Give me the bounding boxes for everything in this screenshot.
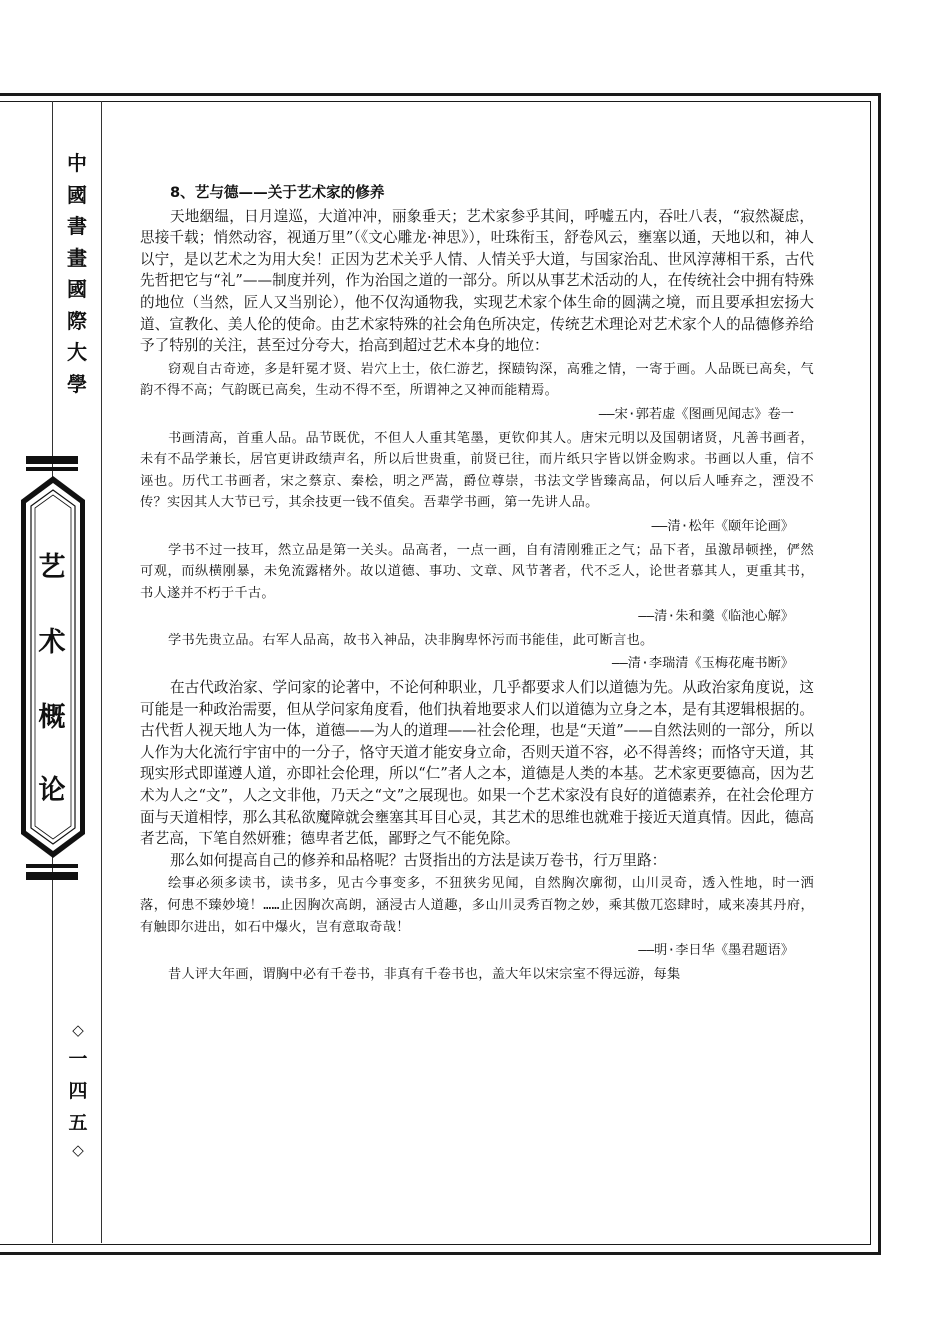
school-char: 國: [67, 182, 87, 207]
book-title-char: 概: [38, 702, 66, 733]
school-char: 畫: [67, 245, 87, 270]
body-paragraph: 在古代政治家、学问家的论著中，不论何种职业，几乎都要求人们以道德为先。从政治家角度说，这可能是一种政治需要，但从学问家角度看，他们执着地要求人们以道德为立身之本，是有其逻辑根据的。古代哲人视天地人为一体，道德——为人的道理——社会伦理，也是“天道”——自然法则的一部分，所以人作为大化流行宇宙中的一分子，恪守天道才能安身立命，否则天道不容，必不得善终；而恪守天道，其现实形式即谨遵人道，亦即社会伦理，所以“仁”者人之本，道德是人类的本基。艺术家更要德高，因为艺术为人之“文”，人之文非他，乃天之“文”之展现也。如果一个艺术家没有良好的道德素养，在社会伦理方面与天道相悖，那么其私欲魔障就会壅塞其耳目心灵，其艺术的思维也就难于接近天道真情。因此，德高者艺高，下笔自然妍雅；德卑者艺低，鄙野之气不能免除。: [140, 679, 814, 848]
quotation-source: ——宋·郭若虚《图画见闻志》卷一: [598, 406, 794, 422]
plaque-bar-top: [26, 456, 78, 464]
book-title-char: 论: [38, 775, 66, 806]
school-char: 學: [67, 371, 87, 396]
body-paragraph: 那么如何提高自己的修养和品格呢？古贤指出的方法是读万卷书，行万里路：: [170, 851, 667, 869]
school-name-vertical: [58, 148, 96, 400]
quotation-source: ——清·松年《颐年论画》: [651, 518, 794, 534]
diamond-icon: ◇: [72, 1141, 84, 1159]
quotation: 学书不过一技耳，然立品是第一关头。品高者，一点一画，自有清刚雅正之气；品下者，虽激昂顿挫，俨然可观，而纵横刚暴，未免流露楮外。故以道德、事功、文章、风节著者，代不乏人，论世者慕其人，更重其书，书人遂并不朽于千古。: [140, 542, 814, 601]
plaque-bar-bottom-thin: [26, 864, 78, 868]
book-title-char: 术: [38, 627, 66, 658]
school-char: 書: [67, 214, 87, 238]
plaque-bar-bottom: [26, 872, 78, 880]
quotation-source: ——明·李日华《墨君题语》: [638, 943, 794, 959]
quotation-source: ——清·李瑞清《玉梅花庵书断》: [611, 656, 794, 672]
sidebar-divider-right: [101, 101, 102, 1243]
quotation: 窃观自古奇迹，多是轩冕才贤、岩穴上士，依仁游艺，探赜钩深，高雅之情，一寄于画。人品既已高矣，气韵不得不高；气韵既已高矣，生动不得不至，所谓神之又神而能精焉。: [140, 361, 814, 399]
quotation-source: ——清·朱和羹《临池心解》: [638, 609, 794, 625]
school-char: 中: [67, 151, 87, 175]
diamond-icon: ◇: [72, 1021, 84, 1039]
section-heading: 8、艺与德——关于艺术家的修养: [170, 184, 385, 201]
quotation: 绘事必须多读书，读书多，见古今事变多，不狃狭劣见闻，自然胸次廓彻，山川灵奇，透入性地，时一洒落，何患不臻妙境！……止因胸次高朗，涵浸古人道趣，多山川灵秀百物之妙，乘其傲兀恣肆时，咸来凑其丹府，有触即尔进出，如石中爆火，岂有意取奇哉！: [140, 876, 814, 935]
quotation: 学书先贵立品。右军人品高，故书入神品，决非胸卑怀污而书能佳，此可断言也。: [168, 632, 654, 648]
quotation: 书画清高，首重人品。品节既优，不但人人重其笔墨，更钦仰其人。唐宋元明以及国朝诸贤，凡善书画者，未有不品学兼长，居官更讲政绩声名，所以后世贵重，前贤已往，而片纸只字皆以饼金购求。书画以人重，信不诬也。历代工书画者，宋之蔡京、秦桧，明之严嵩，爵位尊崇，书法文学皆臻高品，何以后人唾弃之，湮没不传？实因其人大节已亏，其余技更一钱不值矣。吾辈学书画，第一先讲人品。: [140, 430, 814, 511]
body-paragraph: 天地絪缊，日月遑巡，大道冲冲，丽象垂天；艺术家参乎其间，呼嘘五内，吞吐八表，“寂然凝虑，思接千载；悄然动容，视通万里”（《文心雕龙·神思》），吐珠衔玉，舒卷风云，壅塞以通，天地以和，神人以宁，是以艺术之为用大矣！正因为艺术关乎人情、人情关乎大道，与国家治乱、世风淳薄相干系，古代先哲把它与“礼”——制度并列，作为治国之道的一部分。所以从事艺术活动的人，在传统社会中拥有特殊的地位（当然，匠人又当别论），他不仅沟通物我，实现艺术家个体生命的圆满之境，而且要承担宏扬大道、宣教化、美人伦的使命。由艺术家特殊的社会角色所决定，传统艺术理论对艺术家个人的品德修养给予了特别的关注，甚至过分夸大，抬高到超过艺术本身的地位：: [140, 207, 814, 355]
page-number-char: 四: [68, 1080, 88, 1102]
plaque-bar-top-thin: [26, 467, 78, 471]
quotation: 昔人评大年画，谓胸中必有千卷书，非真有千卷书也，盖大年以宋宗室不得远游，每集: [168, 966, 681, 982]
book-title-char: 艺: [38, 552, 66, 583]
school-char: 大: [67, 340, 87, 364]
school-char: 國: [67, 277, 87, 301]
school-char: 際: [67, 308, 87, 333]
page-number-char: 五: [68, 1112, 88, 1134]
page-number-char: 一: [68, 1048, 88, 1070]
main-text: [140, 182, 814, 985]
